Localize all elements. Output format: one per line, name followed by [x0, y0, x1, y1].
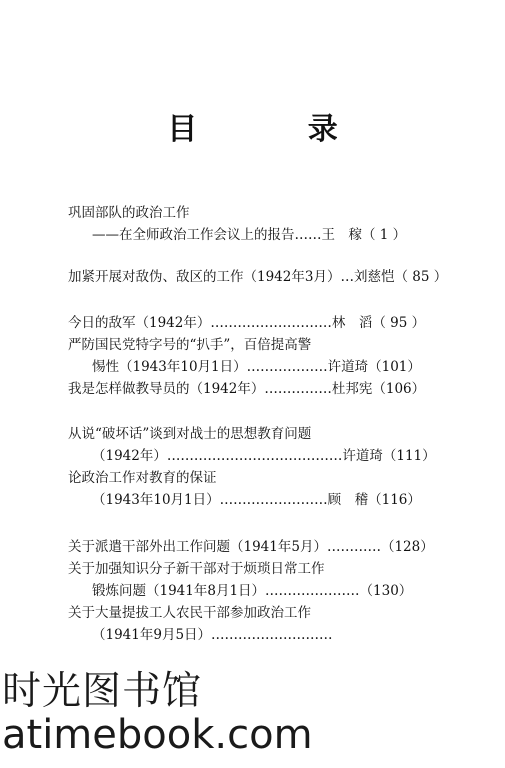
toc-entry: 关于加强知识分子新干部对于烦琐日常工作 — [68, 561, 325, 577]
toc-entry: （1943年10月1日）……………………顾 稽（116） — [92, 492, 421, 508]
toc-entry: 惕性（1943年10月1日）………………许道琦（101） — [92, 359, 421, 375]
toc-entry: 加紧开展对敌伪、敌区的工作（1942年3月）…刘慈恺（ 85 ） — [68, 269, 448, 285]
toc-entry: 从说“破坏话”谈到对战士的思想教育问题 — [68, 426, 312, 442]
toc-entry: 锻炼问题（1941年8月1日）…………………（130） — [92, 583, 413, 599]
toc-entry: 关于大量提拔工人农民干部参加政治工作 — [68, 605, 311, 621]
toc-entry: 巩固部队的政治工作 — [68, 205, 190, 221]
toc-entry: （1941年9月5日）……………………… — [92, 627, 333, 643]
toc-entry: 今日的敌军（1942年）………………………林 滔（ 95 ） — [68, 315, 426, 331]
watermark-text: 时光图书馆 — [2, 669, 203, 714]
toc-entry: 我是怎样做教导员的（1942年）……………杜邦宪（106） — [68, 381, 426, 397]
toc-entry: （1942年）…………………………………许道琦（111） — [92, 448, 436, 464]
toc-entry: 关于派遣干部外出工作问题（1941年5月）…………（128） — [68, 539, 434, 555]
toc-entry: ——在全师政治工作会议上的报告……王 稼（ 1 ） — [92, 227, 407, 243]
toc-title: 目 录 — [167, 112, 388, 147]
toc-entry: 严防国民党特字号的“扒手”，百倍提高警 — [68, 337, 312, 353]
watermark-url: atimebook.com — [2, 712, 313, 758]
toc-entry: 论政治工作对教育的保证 — [68, 470, 217, 486]
